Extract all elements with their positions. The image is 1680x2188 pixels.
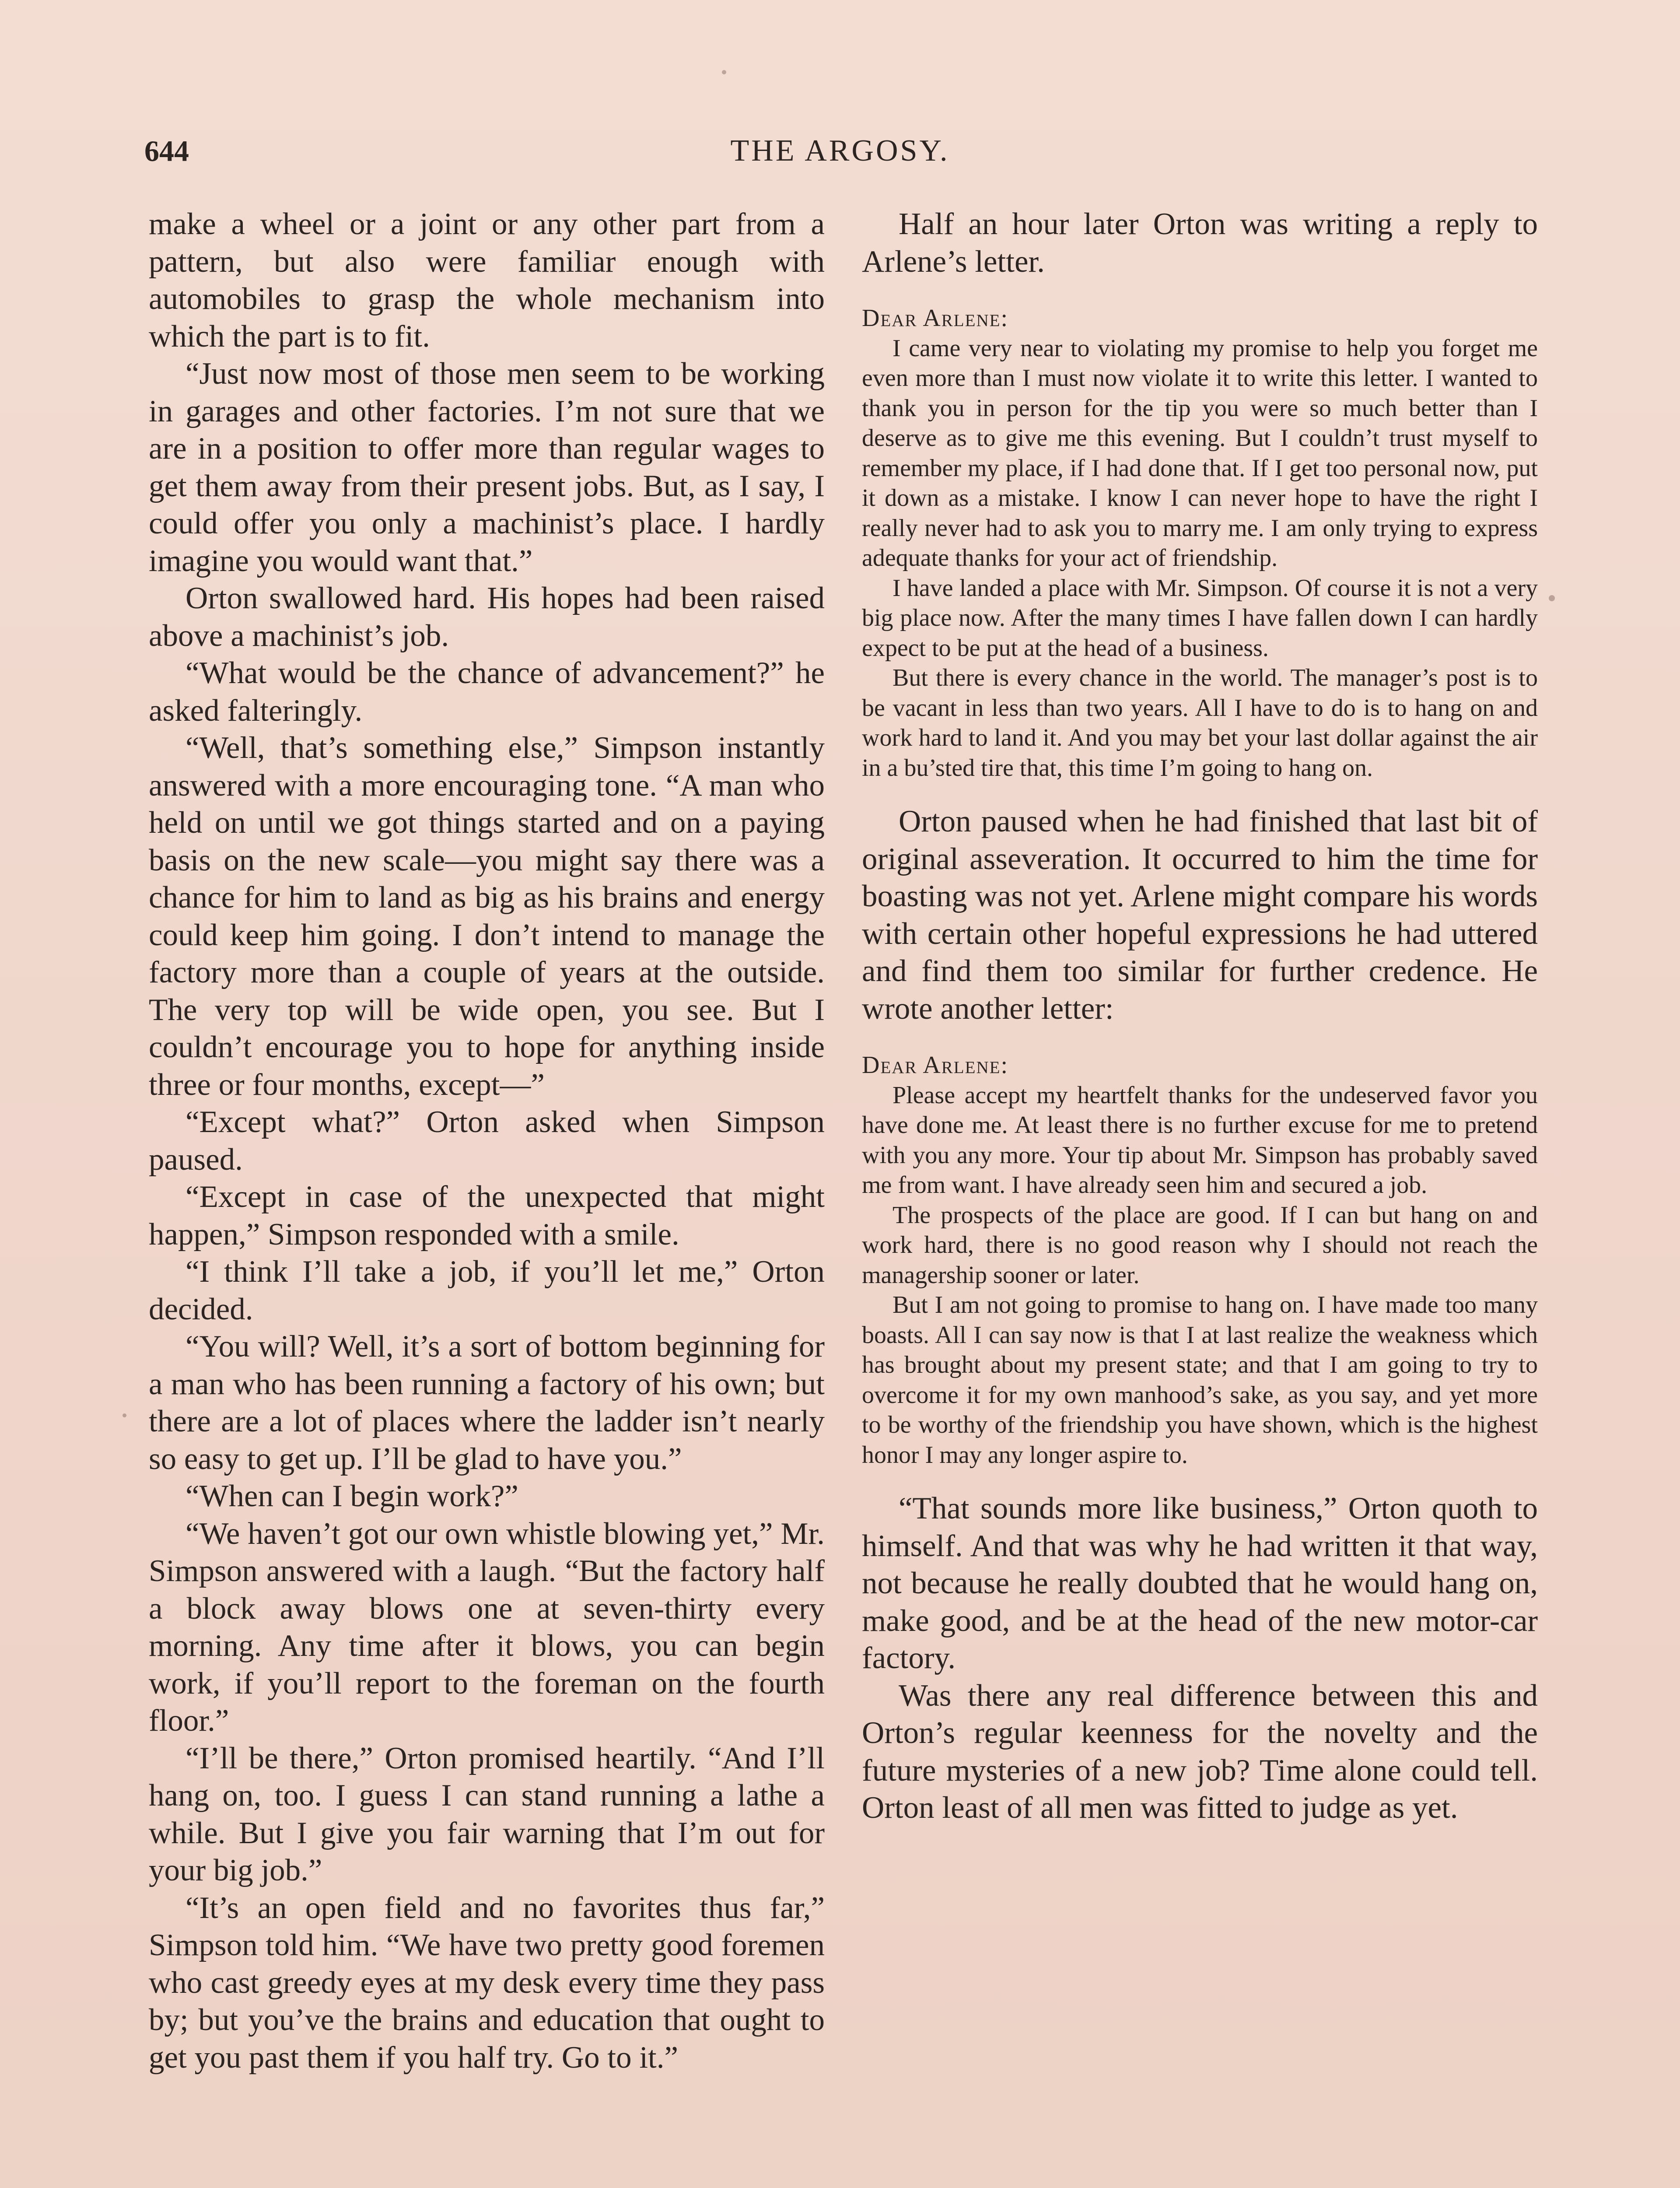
paragraph: “Except what?” Orton asked when Simpson paused. [149,1105,825,1177]
paragraph: “It’s an open field and no favorites thus far,” Simpson told him. “We have two pretty good foremen who cast greedy eyes at my desk every time they pass by; but you’ve the brains and education that ought to get you past them if you half try. Go to it.” [149,1890,825,2075]
paragraph: “When can I begin work?” [186,1479,518,1513]
letter-paragraph: The prospects of the place are good. If I can but hang on and work hard, there is no good reason why I should not reach the managership sooner or later. [862,1201,1538,1289]
paragraph: make a wheel or a joint or any other part from a pattern, but also were familiar enough with automobiles to grasp the whole mechanism into which the part is to fit. [149,207,825,354]
paper-speck [722,70,726,74]
paragraph: “I think I’ll take a job, if you’ll let me,” Orton decided. [149,1255,825,1326]
paragraph: “Just now most of those men seem to be working in garages and other factories. I’m not sure that we are in a position to offer more than regular wages to get them away from their present jobs. But, as I say, I could offer you only a machinist’s place. I hardly imagine you would want that.” [149,357,825,578]
paragraph: Orton paused when he had finished that last bit of original asseveration. It occurred to him the time for boasting was not yet. Arlene might compare his words with certain other hopeful expressions he had uttered and find them too similar for further credence. He wrote another letter: [862,804,1538,1026]
paragraph: “What would be the chance of advancement?” he asked falteringly. [149,656,825,728]
paper-speck [1549,595,1555,601]
right-column [862,206,1538,1827]
paragraph: “Well, that’s something else,” Simpson instantly answered with a more encouraging tone. “A man who held on until we got things started and on a paying basis on the new scale—you might say there was a chance for him to land as big as his brains and energy could keep him going. I don’t intend to manage the factory more than a couple of years at the outside. The very top will be wide open, you see. But I couldn’t encourage you to hope for anything inside three or four months, except—” [149,731,825,1102]
page-header [144,127,1536,175]
running-head: THE ARGOSY. [730,134,950,168]
letter-paragraph: I have landed a place with Mr. Simpson. Of course it is not a very big place now. After the many times I have fallen down I can hardly expect to be put at the head of a business. [862,574,1538,662]
paragraph: Half an hour later Orton was writing a reply to Arlene’s letter. [862,207,1538,279]
letter-paragraph: I came very near to violating my promise to help you forget me even more than I must now violate it to write this letter. I wanted to thank you in person for the tip you were so much better than I deserve as to give me this evening. But I couldn’t trust myself to remember my place, if I had done that. If I get too personal now, put it down as a mistake. I know I can never hope to have the right I really never had to ask you to marry me. I am only trying to express adequate thanks for your act of friendship. [862,334,1538,572]
paragraph: “Except in case of the unexpected that might happen,” Simpson responded with a smile. [149,1180,825,1252]
paragraph: Orton swallowed hard. His hopes had been raised above a machinist’s job. [149,581,825,653]
letter-salutation: Dear Arlene: [862,1052,1008,1079]
letter-block [862,1050,1538,1470]
letter-paragraph: But there is every chance in the world. The manager’s post is to be vacant in less than two years. All I have to do is to hang on and work hard to land it. And you may bet your last dollar against the air in a bu’sted tire that, this time I’m going to hang on. [862,664,1538,782]
paragraph: “I’ll be there,” Orton promised heartily. “And I’ll hang on, too. I guess I can stand running a lathe a while. But I give you fair warning that I’m out for your big job.” [149,1741,825,1887]
paragraph: “You will? Well, it’s a sort of bottom beginning for a man who has been running a factory of his own; but there are a lot of places where the ladder isn’t nearly so easy to get up. I’ll be glad to have you.” [149,1329,825,1476]
paper-speck [122,1413,126,1417]
letter-paragraph: Please accept my heartfelt thanks for the undeserved favor you have done me. At least there is no further excuse for me to pretend with you any more. Your tip about Mr. Simpson has probably saved me from want. I have already seen him and secured a job. [862,1081,1538,1199]
letter-block [862,303,1538,783]
left-column [149,206,825,2076]
paragraph: Was there any real difference between this and Orton’s regular keenness for the novelty and the future mysteries of a new job? Time alone could tell. Orton least of all men was fitted to judge as yet. [862,1678,1538,1825]
letter-paragraph: But I am not going to promise to hang on. I have made too many boasts. All I can say now is that I at last realize the weakness which has brought about my present state; and that I am going to try to overcome it for my own manhood’s sake, as you say, and yet more to be worthy of the friendship you have shown, which is the highest honor I may any longer aspire to. [862,1291,1538,1469]
paragraph: “We haven’t got our own whistle blowing yet,” Mr. Simpson answered with a laugh. “But the factory half a block away blows one at seven-thirty every morning. Any time after it blows, you can begin work, if you’ll report to the foreman on the fourth floor.” [149,1516,825,1738]
letter-salutation: Dear Arlene: [862,305,1008,332]
paragraph: “That sounds more like business,” Orton quoth to himself. And that was why he had written it that way, not because he really doubted that he would hang on, make good, and be at the head of the new motor-car factory. [862,1491,1538,1675]
page-number: 644 [144,134,189,168]
